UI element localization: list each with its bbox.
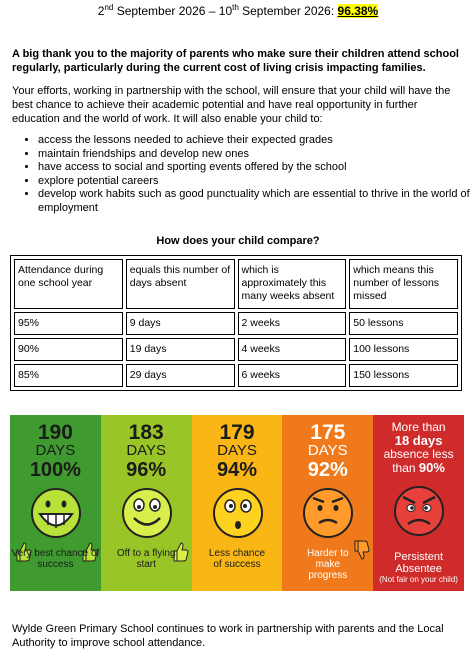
panel-caption: Very best chance of success <box>11 548 100 570</box>
table-cell: 9 days <box>126 312 235 335</box>
panel-percentage: 96% <box>126 459 167 481</box>
banner-panel-183-days <box>101 415 192 591</box>
list-item: • maintain friendships and develop new ones <box>38 148 476 162</box>
panel-caption: Less chance of success <box>208 548 266 570</box>
attendance-banner <box>10 415 464 591</box>
list-item: • have access to social and sporting events offered by the school <box>38 161 476 175</box>
panel-unit: DAYS <box>217 442 257 459</box>
intro-paragraph: A big thank you to the majority of parents who make sure their children attend school regularly, particularly during the current cost of living crisis impacting families. <box>12 48 459 74</box>
body-paragraph: Your efforts, working in partnership with the school, will ensure that your child will have the best chance to achieve their academic potential and have real opportunity in further education and the world of work. It will also enable your child to: <box>12 85 451 125</box>
panel-caption: Persistent Absentee <box>394 551 444 575</box>
table-row <box>14 312 458 335</box>
table-row <box>14 364 458 387</box>
table-cell: 95% <box>14 312 123 335</box>
table-cell: 50 lessons <box>349 312 458 335</box>
table-cell: 19 days <box>126 338 235 361</box>
table-cell: 2 weeks <box>238 312 347 335</box>
table-cell: 150 lessons <box>349 364 458 387</box>
attendance-rate: 96.38% <box>337 4 379 18</box>
table-header-cell: equals this number of days absent <box>126 259 235 309</box>
table-cell: 90% <box>14 338 123 361</box>
banner-panel-persistent-absentee <box>373 415 464 591</box>
panel-percentage: 100% <box>29 459 81 481</box>
attendance-table <box>10 255 462 391</box>
table-header-cell: which is approximately this many weeks absent <box>238 259 347 309</box>
panel-days: 18 days <box>394 433 443 448</box>
panel-days: 190 <box>37 421 73 444</box>
table-header-row <box>14 259 458 309</box>
panel-line: More than <box>391 420 446 434</box>
banner-panel-179-days <box>192 415 283 591</box>
list-item: • explore potential careers <box>38 175 476 189</box>
list-item: • develop work habits such as good punctuality which are essential to thrive in the world of employment <box>38 188 476 215</box>
table-cell: 100 lessons <box>349 338 458 361</box>
worried-face-icon <box>212 485 264 541</box>
panel-days: 183 <box>128 421 164 444</box>
panel-days: 179 <box>219 421 255 444</box>
end-suffix: th <box>232 3 239 12</box>
start-rest: September 2026 – <box>113 4 219 18</box>
panel-caption: Harder to make progress <box>306 548 349 581</box>
banner-panel-175-days <box>282 415 373 591</box>
attendance-period-heading <box>0 3 476 18</box>
panel-unit: DAYS <box>126 442 167 459</box>
smiling-face-icon <box>121 485 173 541</box>
table-header-cell: Attendance during one school year <box>14 259 123 309</box>
benefits-list <box>18 134 476 215</box>
panel-unit: DAYS <box>35 442 76 459</box>
footer-paragraph: Wylde Green Primary School continues to work in partnership with parents and the Local Authority to improve school attendance. <box>12 623 444 649</box>
end-day: 10 <box>218 4 233 18</box>
panel-percentage: 90% <box>418 460 445 475</box>
panel-subcaption: (Not fair on your child) <box>379 575 458 584</box>
persistent-absence-text <box>373 421 464 475</box>
panel-unit: DAYS <box>307 442 348 459</box>
table-row <box>14 338 458 361</box>
table-cell: 85% <box>14 364 123 387</box>
compare-heading: How does your child compare? <box>156 235 320 247</box>
panel-days: 175 <box>310 421 346 444</box>
banner-panel-190-days <box>10 415 101 591</box>
start-day: 2 <box>97 4 105 18</box>
table-cell: 6 weeks <box>238 364 347 387</box>
annoyed-face-icon <box>302 485 354 541</box>
table-cell: 29 days <box>126 364 235 387</box>
table-cell: 4 weeks <box>238 338 347 361</box>
panel-line: than <box>392 461 419 475</box>
grinning-face-icon <box>30 485 82 541</box>
end-rest: September 2026: <box>238 4 338 18</box>
panel-line: absence less <box>383 447 454 461</box>
start-suffix: nd <box>104 3 114 12</box>
angry-face-icon <box>393 483 445 539</box>
panel-caption: Off to a flying start <box>116 548 176 570</box>
table-header-cell: which means this number of lessons missed <box>349 259 458 309</box>
list-item: • access the lessons needed to achieve their expected grades <box>38 134 476 148</box>
panel-percentage: 94% <box>216 459 257 481</box>
panel-percentage: 92% <box>307 459 348 481</box>
